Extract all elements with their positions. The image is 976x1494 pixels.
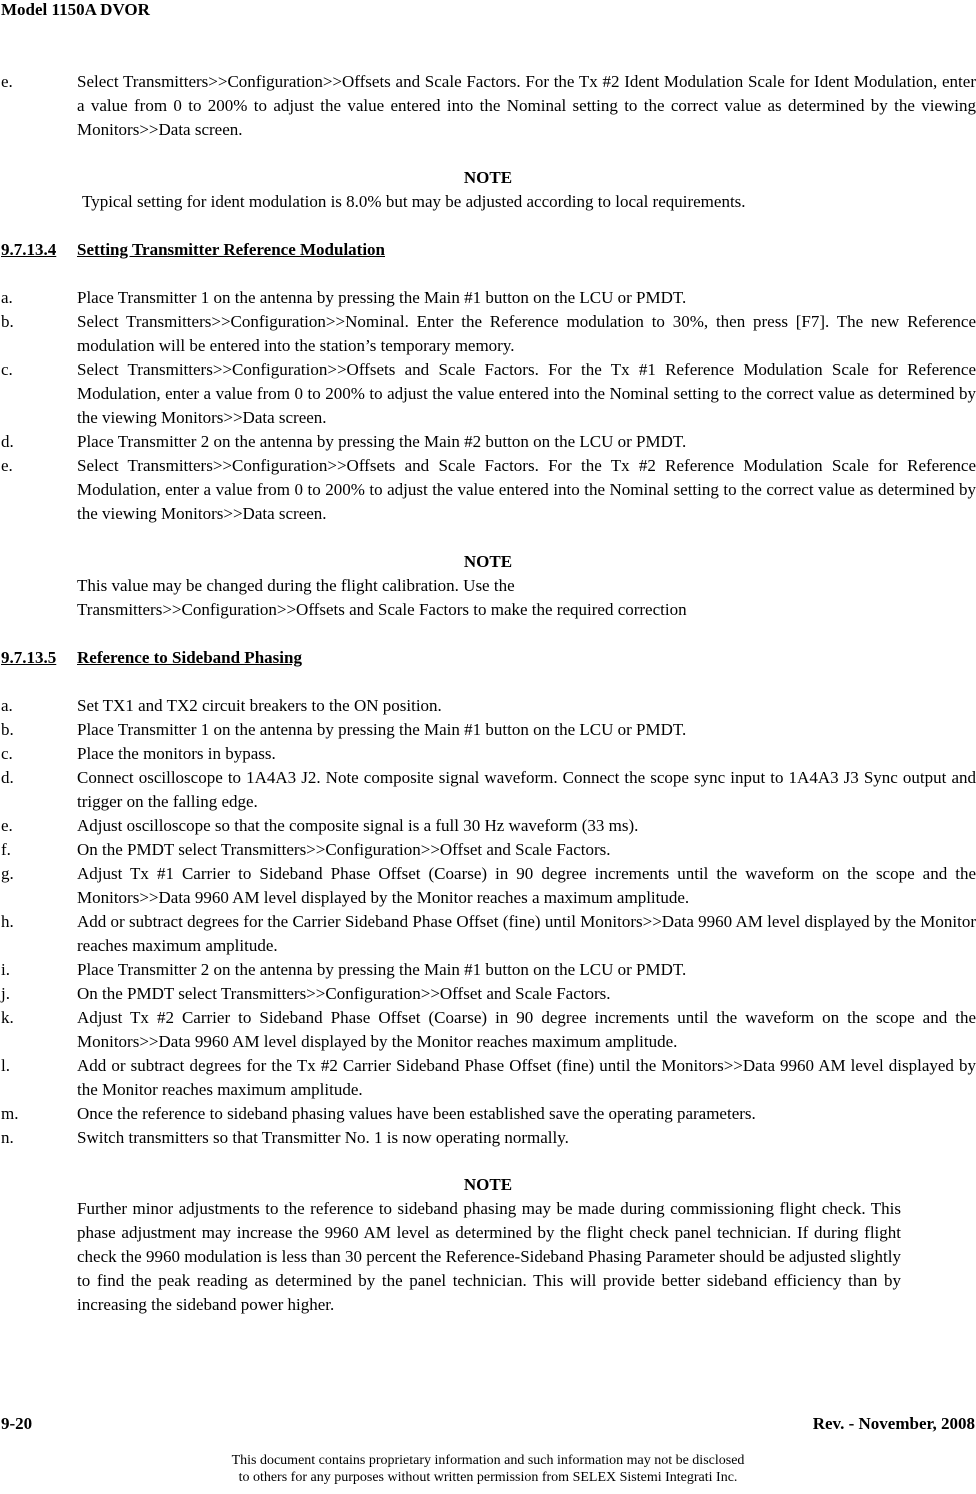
step-label: d. xyxy=(1,768,14,787)
step-label: m. xyxy=(1,1104,19,1123)
revision-date: Rev. - November, 2008 xyxy=(812,1414,975,1433)
list-item xyxy=(1,454,976,526)
step-text: Adjust Tx #1 Carrier to Sideband Phase Offset (Coarse) in 90 degree increments until the waveform on the scope and the Monitors>>Data 9960 AM level displayed by the Monitor reaches a maximum amplitude. xyxy=(77,864,976,907)
step-label: g. xyxy=(1,864,14,883)
step-text: Select Transmitters>>Configuration>>Offsets and Scale Factors. For the Tx #2 Ident Modulation Scale for Ident Modulation, enter a value from 0 to 200% to adjust the value entered into the Nominal setting to the correct value as determined by the viewing Monitors>>Data screen. xyxy=(77,72,976,139)
step-label: k. xyxy=(1,1008,14,1027)
proprietary-disclaimer xyxy=(0,1452,976,1486)
list-item xyxy=(1,766,976,814)
step-label: a. xyxy=(1,696,13,715)
list-item xyxy=(1,982,976,1006)
list-item xyxy=(1,718,976,742)
note-2-line-1: This value may be changed during the flight calibration. Use the xyxy=(77,576,515,595)
note-2-line-2: Transmitters>>Configuration>>Offsets and Scale Factors to make the required correction xyxy=(77,600,687,619)
list-item xyxy=(1,862,976,910)
step-label: b. xyxy=(1,312,14,331)
page-number: 9-20 xyxy=(1,1414,33,1433)
step-text: Place Transmitter 1 on the antenna by pressing the Main #1 button on the LCU or PMDT. xyxy=(77,720,687,739)
list-item xyxy=(1,358,976,430)
step-text: Place the monitors in bypass. xyxy=(77,744,276,763)
list-item xyxy=(1,286,976,310)
list-item xyxy=(1,310,976,358)
step-text: Switch transmitters so that Transmitter No. 1 is now operating normally. xyxy=(77,1128,569,1147)
section-number: 9.7.13.4 xyxy=(1,240,57,259)
step-text: Set TX1 and TX2 circuit breakers to the ON position. xyxy=(77,696,442,715)
step-label: d. xyxy=(1,432,14,451)
step-label: h. xyxy=(1,912,14,931)
step-text: Add or subtract degrees for the Tx #2 Carrier Sideband Phase Offset (fine) until the Monitors>>Data 9960 AM level displayed by the Monitor reaches maximum amplitude. xyxy=(77,1056,976,1099)
step-text: Place Transmitter 2 on the antenna by pressing the Main #1 button on the LCU or PMDT. xyxy=(77,960,687,979)
disclaimer-line-2: to others for any purposes without written permission from SELEX Sistemi Integrati Inc. xyxy=(238,1470,738,1485)
section-title: Setting Transmitter Reference Modulation xyxy=(77,240,386,259)
step-text: Adjust oscilloscope so that the composite signal is a full 30 Hz waveform (33 ms). xyxy=(77,816,639,835)
section-title: Reference to Sideband Phasing xyxy=(77,648,302,667)
step-text: Once the reference to sideband phasing values have been established save the operating parameters. xyxy=(77,1104,756,1123)
list-item xyxy=(1,1102,976,1126)
step-text: Place Transmitter 1 on the antenna by pressing the Main #1 button on the LCU or PMDT. xyxy=(77,288,687,307)
step-label: e. xyxy=(1,456,13,475)
note-1-title: NOTE xyxy=(463,168,513,187)
step-text: Select Transmitters>>Configuration>>Offsets and Scale Factors. For the Tx #1 Reference Modulation Scale for Reference Modulation, enter a value from 0 to 200% to adjust the value entered into the Nominal setting to the correct value as determined by the viewing Monitors>>Data screen. xyxy=(77,360,976,427)
list-item xyxy=(1,742,976,766)
step-text: Select Transmitters>>Configuration>>Offsets and Scale Factors. For the Tx #2 Reference Modulation Scale for Reference Modulation, enter a value from 0 to 200% to adjust the value entered into the Nominal setting to the correct value as determined by the viewing Monitors>>Data screen. xyxy=(77,456,976,523)
step-label: a. xyxy=(1,288,13,307)
note-2-title: NOTE xyxy=(463,552,513,571)
step-label: b. xyxy=(1,720,14,739)
list-item xyxy=(1,1054,976,1102)
list-item xyxy=(1,910,976,958)
step-label: n. xyxy=(1,1128,14,1147)
disclaimer-line-1: This document contains proprietary information and such information may not be disclosed xyxy=(231,1453,745,1468)
list-item xyxy=(1,430,976,454)
step-text: On the PMDT select Transmitters>>Configuration>>Offset and Scale Factors. xyxy=(77,840,611,859)
list-item xyxy=(1,1126,976,1150)
list-item xyxy=(1,838,976,862)
list-item xyxy=(1,814,976,838)
intro-step-e xyxy=(1,70,976,142)
section-heading-9-7-13-5 xyxy=(1,646,302,670)
step-label: e. xyxy=(1,72,13,91)
section-heading-9-7-13-4 xyxy=(1,238,385,262)
step-label: c. xyxy=(1,744,13,763)
step-label: l. xyxy=(1,1056,10,1075)
step-label: e. xyxy=(1,816,13,835)
note-3-title: NOTE xyxy=(463,1175,513,1194)
step-text: Adjust Tx #2 Carrier to Sideband Phase Offset (Coarse) in 90 degree increments until the waveform on the scope and the Monitors>>Data 9960 AM level displayed by the Monitor reaches maximum amplitude. xyxy=(77,1008,976,1051)
step-label: c. xyxy=(1,360,13,379)
step-text: Select Transmitters>>Configuration>>Nominal. Enter the Reference modulation to 30%, then press [F7]. The new Reference modulation will be entered into the station’s temporary memory. xyxy=(77,312,976,355)
step-text: On the PMDT select Transmitters>>Configuration>>Offset and Scale Factors. xyxy=(77,984,611,1003)
list-item xyxy=(1,1006,976,1054)
list-item xyxy=(1,958,976,982)
step-label: j. xyxy=(1,984,10,1003)
step-text: Connect oscilloscope to 1A4A3 J2. Note composite signal waveform. Connect the scope sync input to 1A4A3 J3 Sync output and trigger on the falling edge. xyxy=(77,768,976,811)
page-header-title: Model 1150A DVOR xyxy=(1,0,150,19)
section-number: 9.7.13.5 xyxy=(1,648,57,667)
step-text: Add or subtract degrees for the Carrier Sideband Phase Offset (fine) until Monitors>>Data 9960 AM level displayed by the Monitor reaches maximum amplitude. xyxy=(77,912,976,955)
step-label: f. xyxy=(1,840,11,859)
note-3-text: Further minor adjustments to the reference to sideband phasing may be made during commissioning flight check. This phase adjustment may increase the 9960 AM level as determined by the flight check panel technician. If during flight check the 9960 modulation is less than 30 percent the Reference-Sideband Phasing Parameter should be adjusted slightly to find the peak reading as determined by the panel technician. This will provide better sideband efficiency than by increasing the sideband power higher. xyxy=(77,1199,901,1314)
list-item xyxy=(1,694,976,718)
note-1-text: Typical setting for ident modulation is 8.0% but may be adjusted according to local requirements. xyxy=(82,192,746,211)
step-text: Place Transmitter 2 on the antenna by pressing the Main #2 button on the LCU or PMDT. xyxy=(77,432,687,451)
step-label: i. xyxy=(1,960,10,979)
